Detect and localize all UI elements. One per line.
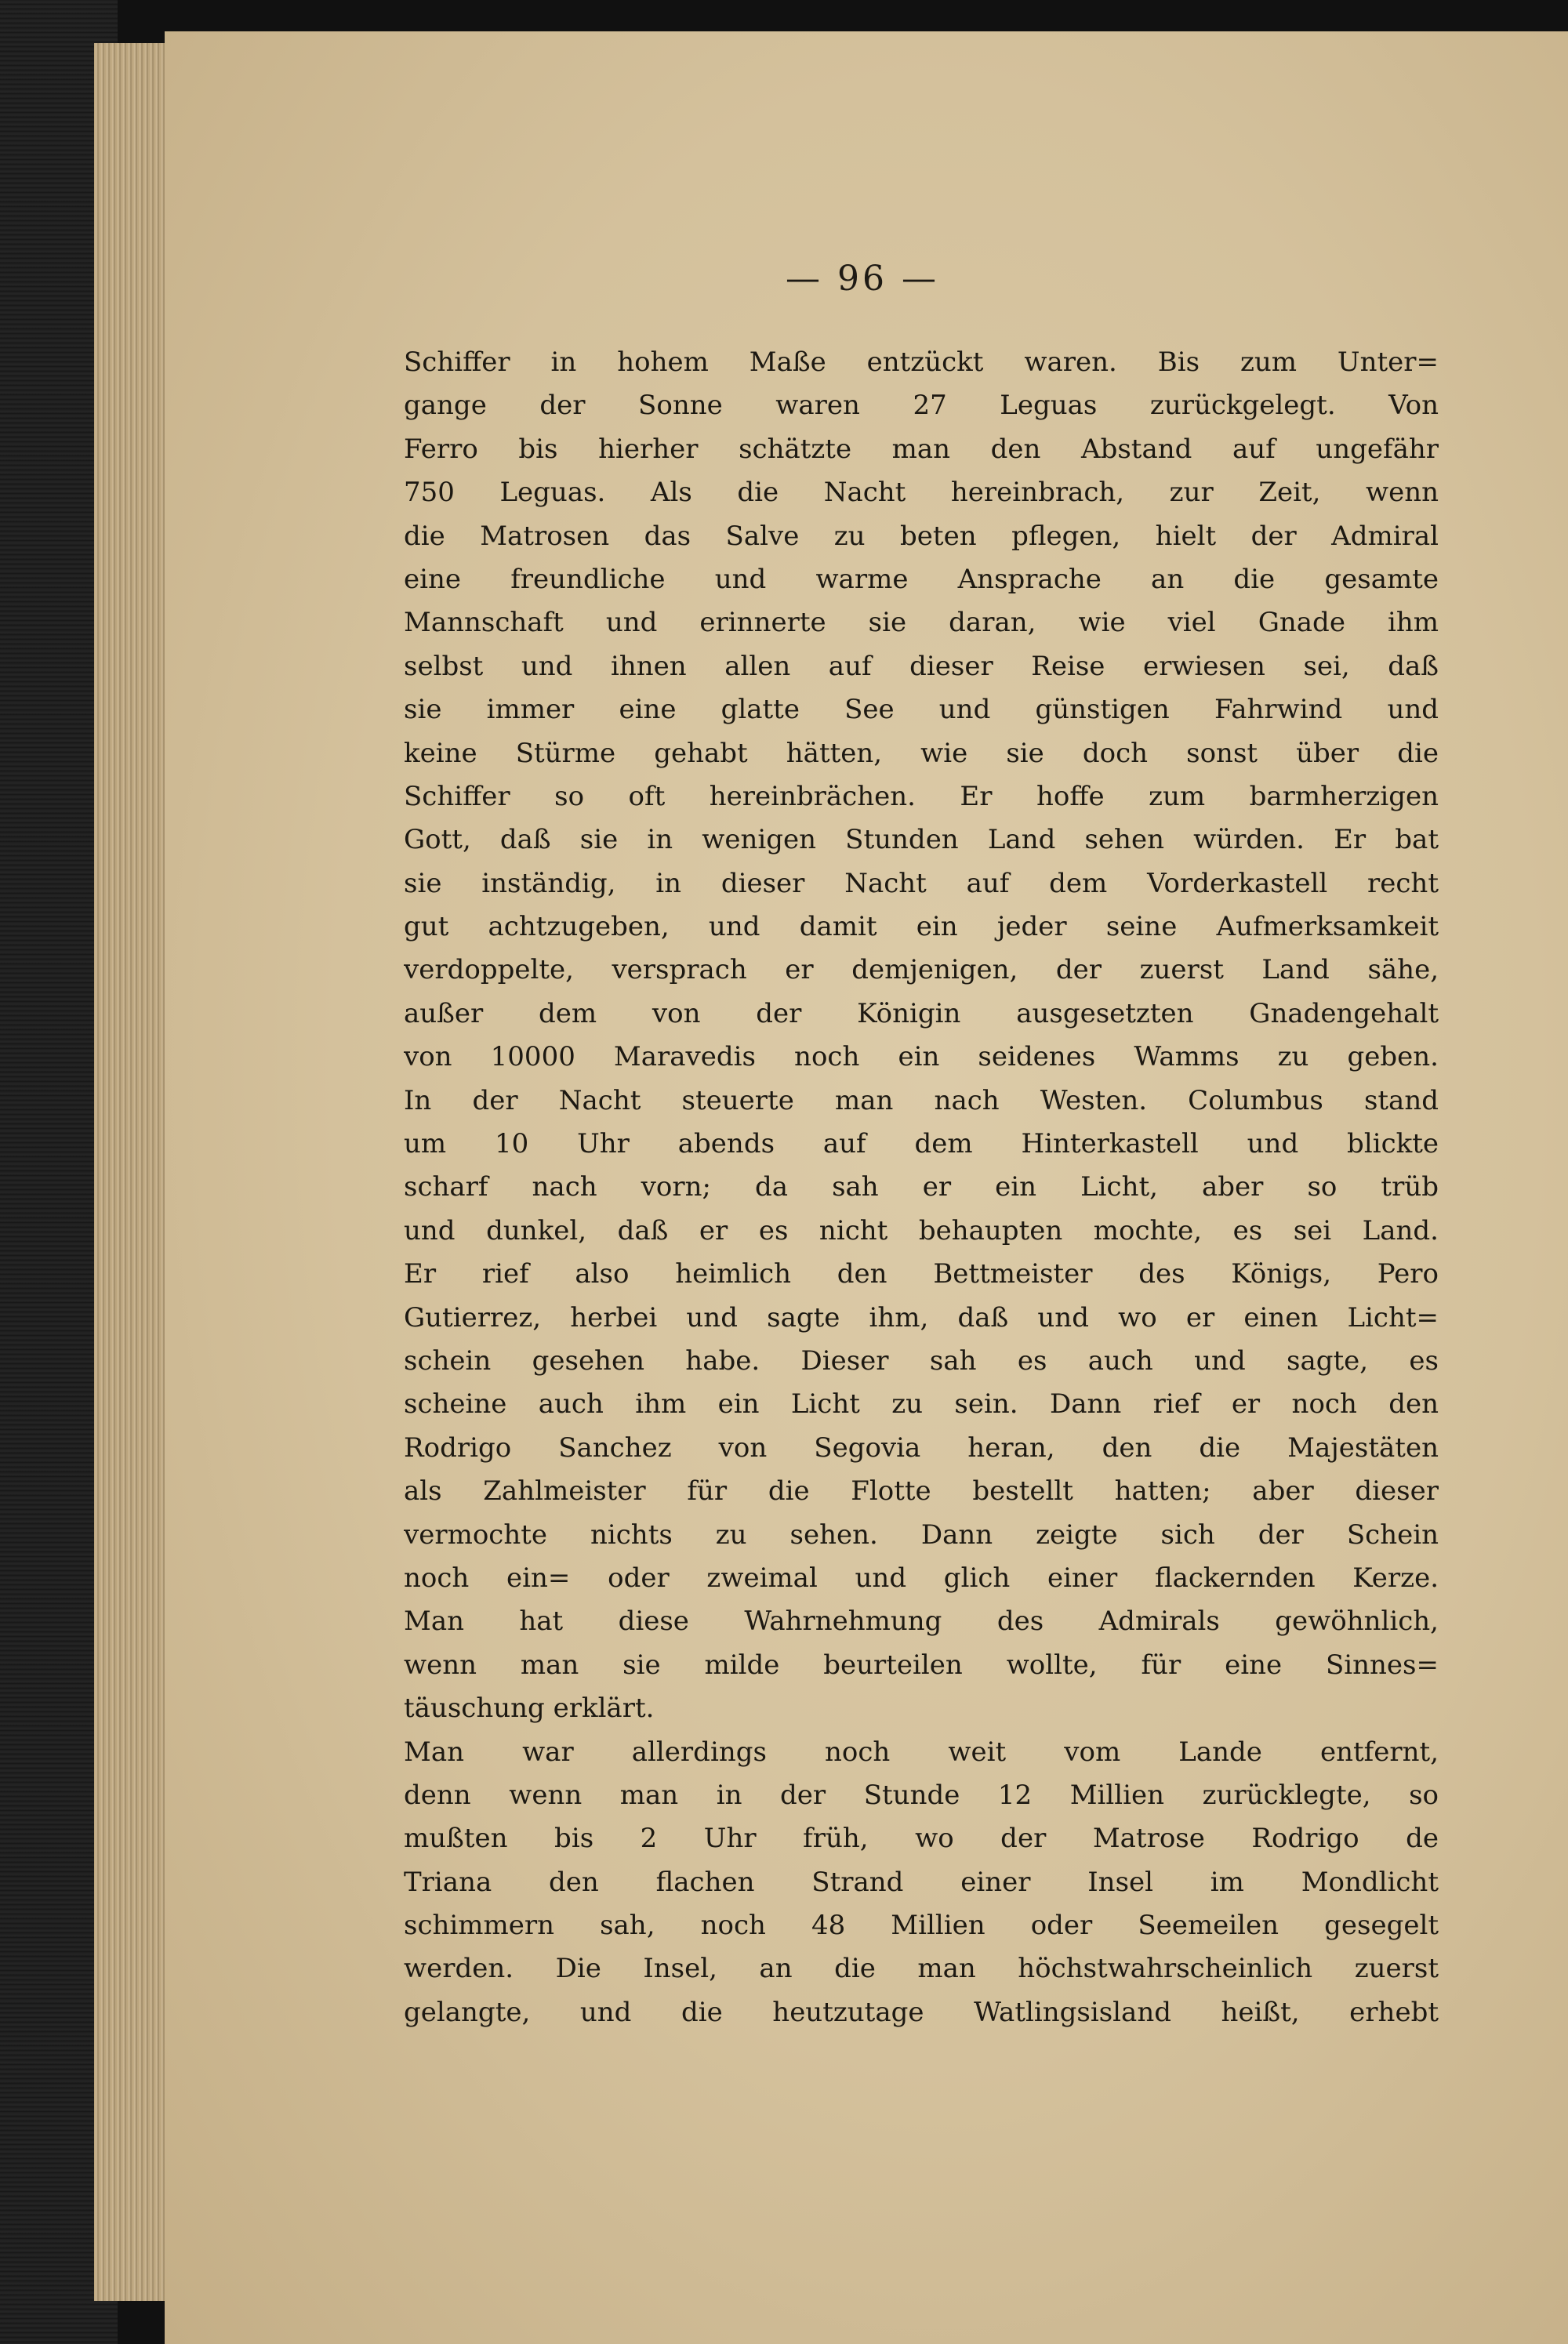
- page-stack-edge: [94, 43, 170, 2301]
- text-line: Gott, daß sie in wenigen Stunden Land sehen würden. Er bat: [404, 824, 1439, 856]
- text-line: Ferro bis hierher schätzte man den Abstand auf ungefähr: [404, 433, 1439, 465]
- text-line: In der Nacht steuerte man nach Westen. Columbus stand: [404, 1084, 1439, 1116]
- text-line: wenn man sie milde beurteilen wollte, für eine Sinnes=: [404, 1649, 1439, 1681]
- text-line: von 10000 Maravedis noch ein seidenes Wamms zu geben.: [404, 1041, 1439, 1073]
- text-line: werden. Die Insel, an die man höchstwahrscheinlich zuerst: [404, 1953, 1439, 1985]
- text-line: 750 Leguas. Als die Nacht hereinbrach, zur Zeit, wenn: [404, 477, 1439, 509]
- text-line: scheine auch ihm ein Licht zu sein. Dann rief er noch den: [404, 1388, 1439, 1421]
- text-line: um 10 Uhr abends auf dem Hinterkastell und blickte: [404, 1128, 1439, 1160]
- text-line: keine Stürme gehabt hätten, wie sie doch sonst über die: [404, 737, 1439, 769]
- text-line: Man hat diese Wahrnehmung des Admirals gewöhnlich,: [404, 1606, 1439, 1638]
- text-line: verdoppelte, versprach er demjenigen, der zuerst Land sähe,: [404, 954, 1439, 986]
- text-line: täuschung erklärt.: [404, 1693, 655, 1725]
- text-line: Schiffer so oft hereinbrächen. Er hoffe zum barmherzigen: [404, 780, 1439, 812]
- text-line: außer dem von der Königin ausgesetzten Gnadengehalt: [404, 997, 1439, 1029]
- text-line: Gutierrez, herbei und sagte ihm, daß und wo er einen Licht=: [404, 1301, 1439, 1333]
- page-number: — 96 —: [786, 259, 939, 299]
- text-line: denn wenn man in der Stunde 12 Millien zurücklegte, so: [404, 1779, 1439, 1811]
- text-line: Triana den flachen Strand einer Insel im Mondlicht: [404, 1866, 1439, 1898]
- text-line: Rodrigo Sanchez von Segovia heran, den die Majestäten: [404, 1431, 1439, 1464]
- text-line: eine freundliche und warme Ansprache an die gesamte: [404, 563, 1439, 595]
- text-line: Man war allerdings noch weit vom Lande entfernt,: [404, 1736, 1439, 1768]
- text-line: gut achtzugeben, und damit ein jeder seine Aufmerksamkeit: [404, 911, 1439, 943]
- text-line: gange der Sonne waren 27 Leguas zurückgelegt. Von: [404, 390, 1439, 422]
- text-line: noch ein= oder zweimal und glich einer flackernden Kerze.: [404, 1562, 1439, 1594]
- text-line: Schiffer in hohem Maße entzückt waren. Bis zum Unter=: [404, 347, 1439, 378]
- text-line: sie inständig, in dieser Nacht auf dem Vorderkastell recht: [404, 867, 1439, 899]
- text-line: und dunkel, daß er es nicht behaupten mochte, es sei Land.: [404, 1214, 1439, 1246]
- text-line: schein gesehen habe. Dieser sah es auch und sagte, es: [404, 1344, 1439, 1377]
- text-line: Er rief also heimlich den Bettmeister des Königs, Pero: [404, 1258, 1439, 1290]
- text-line: vermochte nichts zu sehen. Dann zeigte sich der Schein: [404, 1519, 1439, 1551]
- text-line: sie immer eine glatte See und günstigen Fahrwind und: [404, 694, 1439, 726]
- text-line: die Matrosen das Salve zu beten pflegen, hielt der Admiral: [404, 520, 1439, 552]
- text-line: als Zahlmeister für die Flotte bestellt hatten; aber dieser: [404, 1475, 1439, 1508]
- body-text: [404, 341, 1439, 2034]
- text-line: scharf nach vorn; da sah er ein Licht, aber so trüb: [404, 1171, 1439, 1203]
- text-line: schimmern sah, noch 48 Millien oder Seemeilen gesegelt: [404, 1910, 1439, 1942]
- text-line: gelangte, und die heutzutage Watlingsisland heißt, erhebt: [404, 1996, 1439, 2028]
- text-line: mußten bis 2 Uhr früh, wo der Matrose Rodrigo de: [404, 1823, 1439, 1855]
- text-line: Mannschaft und erinnerte sie daran, wie viel Gnade ihm: [404, 607, 1439, 639]
- text-line: selbst und ihnen allen auf dieser Reise erwiesen sei, daß: [404, 650, 1439, 682]
